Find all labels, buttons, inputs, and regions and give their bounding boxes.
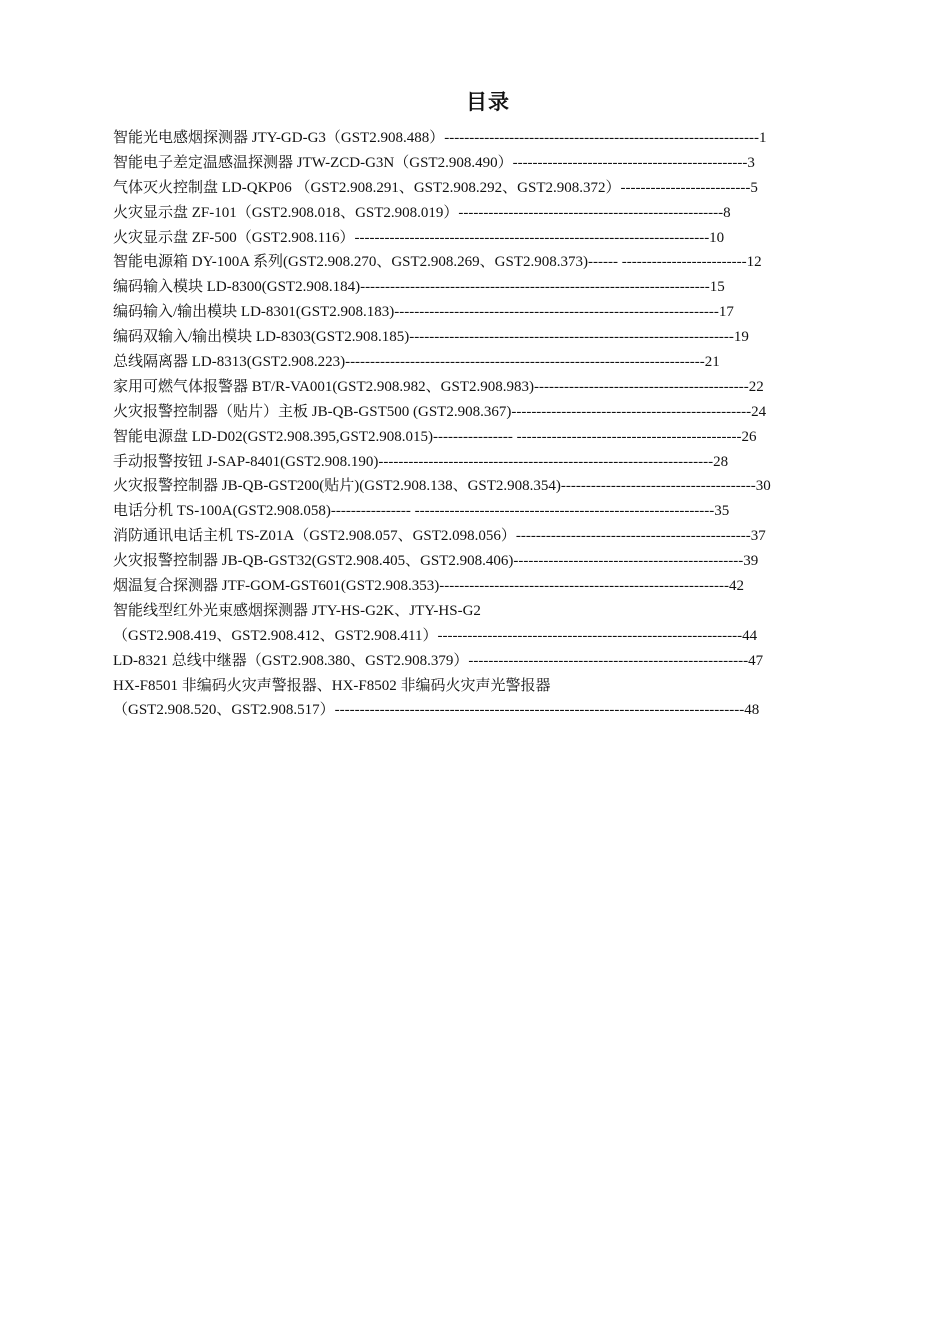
toc-entry: 智能光电感烟探测器 JTY-GD-G3（GST2.908.488）---------------------------------------------------------------1 <box>113 130 767 146</box>
toc-entry: 电话分机 TS-100A(GST2.908.058)---------------- ------------------------------------------------------------35 <box>113 503 730 520</box>
toc-entry: （GST2.908.520、GST2.908.517）----------------------------------------------------------------------------------48 <box>113 702 760 719</box>
toc-entry: 编码输入模块 LD-8300(GST2.908.184)----------------------------------------------------------------------15 <box>113 279 725 296</box>
toc-entry: 火灾报警控制器 JB-QB-GST32(GST2.908.405、GST2.908.406)----------------------------------------------39 <box>113 553 759 570</box>
toc-entry: （GST2.908.419、GST2.908.412、GST2.908.411）-------------------------------------------------------------44 <box>113 627 758 644</box>
toc-entry: HX-F8501 非编码火灾声警报器、HX-F8502 非编码火灾声光警报器 <box>113 677 551 694</box>
toc-entry: 智能电源盘 LD-D02(GST2.908.395,GST2.908.015)---------------- ---------------------------------------------26 <box>113 428 757 445</box>
toc-entry: 总线隔离器 LD-8313(GST2.908.223)------------------------------------------------------------------------21 <box>113 354 720 371</box>
table-of-contents <box>113 126 853 723</box>
toc-entry: 火灾显示盘 ZF-500（GST2.908.116）-----------------------------------------------------------------------10 <box>113 229 725 246</box>
toc-title: 目录 <box>466 90 510 114</box>
toc-entry: 气体灭火控制盘 LD-QKP06 （GST2.908.291、GST2.908.292、GST2.908.372）--------------------------5 <box>113 179 758 196</box>
toc-entry: 智能电子差定温感温探测器 JTW-ZCD-G3N（GST2.908.490）-----------------------------------------------3 <box>113 154 755 171</box>
toc-entry: 火灾报警控制器 JB-QB-GST200(贴片)(GST2.908.138、GST2.908.354)---------------------------------------30 <box>113 478 771 495</box>
toc-entry: 智能电源箱 DY-100A 系列(GST2.908.270、GST2.908.269、GST2.908.373)------ -------------------------12 <box>113 254 762 271</box>
toc-entry: 手动报警按钮 J-SAP-8401(GST2.908.190)-------------------------------------------------------------------28 <box>113 453 729 470</box>
toc-entry: 编码输入/输出模块 LD-8301(GST2.908.183)-----------------------------------------------------------------17 <box>113 304 734 321</box>
toc-entry: 火灾显示盘 ZF-101（GST2.908.018、GST2.908.019）-----------------------------------------------------8 <box>113 204 731 221</box>
toc-entry: 消防通讯电话主机 TS-Z01A（GST2.908.057、GST2.098.056）-----------------------------------------------37 <box>113 528 766 545</box>
toc-entry: LD-8321 总线中继器（GST2.908.380、GST2.908.379）--------------------------------------------------------47 <box>113 652 764 669</box>
toc-entry: 火灾报警控制器（贴片）主板 JB-QB-GST500 (GST2.908.367)------------------------------------------------24 <box>113 403 767 420</box>
toc-entry: 家用可燃气体报警器 BT/R-VA001(GST2.908.982、GST2.908.983)-------------------------------------------22 <box>113 378 764 395</box>
toc-entry: 智能线型红外光束感烟探测器 JTY-HS-G2K、JTY-HS-G2 <box>113 602 481 619</box>
toc-entry: 烟温复合探测器 JTF-GOM-GST601(GST2.908.353)----------------------------------------------------------42 <box>113 578 744 595</box>
toc-entry: 编码双输入/输出模块 LD-8303(GST2.908.185)-----------------------------------------------------------------19 <box>113 329 749 346</box>
